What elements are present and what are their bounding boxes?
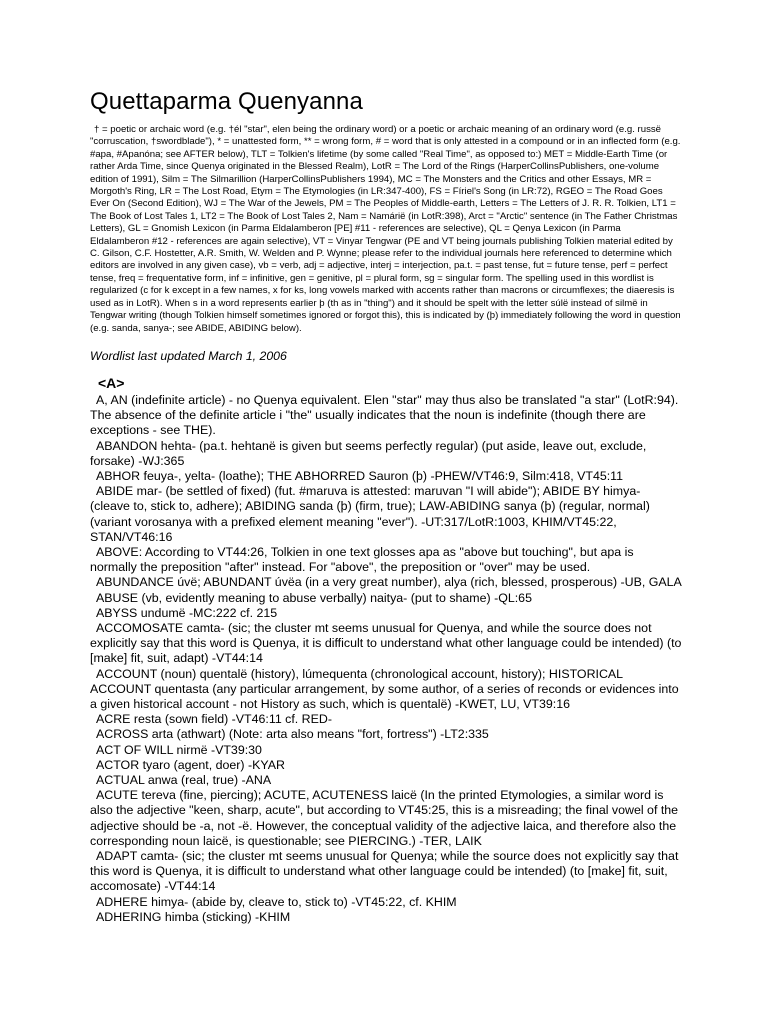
entry-head: ADHERE [96, 894, 148, 909]
entry-head: ACCOMOSATE [96, 620, 184, 635]
wordlist-entry [90, 788, 682, 849]
wordlist-entry [90, 469, 682, 484]
abbreviations-paragraph: † = poetic or archaic word (e.g. †él "star", elen being the ordinary word) or a poetic or archaic meaning of an ordinary word (e.g. russë "corruscation, †swordblade"), * = unattested form, ** = wrong form, # = word that is only attested in a compound or in an inflected form (e.g. #apa, #Apanóna; see AFTER below), TLT = Tolkien's lifetime (by some called "Real Time", as opposed to:) MET = Middle-Earth Time (or rather Arda Time, since Quenya originated in the Blessed Realm), LotR = The Lord of the Rings (HarperCollinsPublishers, one-volume edition of 1991), Silm = The Silmarillion (HarperCollinsPublishers 1994), MC = The Monsters and the Critics and other Essays, MR = Morgoth's Ring, LR = The Lost Road, Etym = The Etymologies (in LR:347-400), FS = Fíriel's Song (in LR:72), RGEO = The Road Goes Ever On (Second Edition), WJ = The War of the Jewels, PM = The Peoples of Middle-earth, Letters = The Letters of J. R. R. Tolkien, LT1 = The Book of Lost Tales 1, LT2 = The Book of Lost Tales 2, Nam = Namárië (in LotR:398), Arct = "Arctic" sentence (in The Father Christmas Letters), GL = Gnomish Lexicon (in Parma Eldalamberon [PE] #11 - references are selective), QL = Qenya Lexicon (in Parma Eldalamberon #12 - references are again selective), VT = Vinyar Tengwar (PE and VT being journals publishing Tolkien material edited by C. Gilson, C.F. Hostetter, A.R. Smith, W. Welden and P. Wynne; please refer to the individual journals here referenced to determine which editors are involved in any given case), vb = verb, adj = adjective, interj = interjection, pa.t. = past tense, fut = future tense, perf = perfect tense, freq = frequentative form, inf = infinitive, gen = genitive, pl = plural form, sg = singular form. The spelling used in this wordlist is regularized (c for k except in a few names, x for ks, long vowels marked with accents rather than macrons or circumflexes; the diaeresis is used as in LotR). When s in a word represents earlier þ (th as in "thing") and it should be spelt with the letter súlë instead of silmë in Tengwar writing (though Tolkien himself sometimes ignored or forgot this), this is indicated by (þ) immediately following the word in question (e.g. sanda, sanya-; see ABIDE, ABIDING below). [90, 124, 681, 334]
entry-body: (noun) quentalë (history), lúmequenta (chronological account, history); HISTORICAL ACCOUNT quentasta (any particular arrangement, by some author, of a series of reconds or evidences into a given historical account - not History as such, which is quentalë) -KWET, LU, VT39:16 [90, 666, 679, 711]
wordlist-entry [90, 743, 682, 758]
wordlist-entry [90, 439, 682, 469]
wordlist [90, 393, 682, 925]
entry-head: ACT OF WILL [96, 742, 174, 757]
wordlist-entry [90, 758, 682, 773]
entry-head: ACCOUNT [96, 666, 158, 681]
entry-head: ABHOR [96, 468, 141, 483]
wordlist-entry [90, 484, 682, 545]
document-page [90, 88, 682, 925]
entry-body: himba (sticking) -KHIM [161, 909, 291, 924]
entry-body: mar- (be settled of fixed) (fut. #maruva is attested: maruvan "I will abide"); ABIDE BY himya- (cleave to, stick to, adhere); ABIDING sanda (þ) (firm, true); LAW-ABIDING sanya (þ) (regular, normal) (variant vorosanya with a prefixed element meaning "ever"). -UT:317/LotR:1003, KHIM/VT45:22, STAN/VT46:16 [90, 484, 650, 544]
entry-body: (indefinite article) - no Quenya equivalent. Elen "star" may thus also be translated "a star" (LotR:94). The absence of the definite article i "the" usually indicates that the noun is indefinite (though there are exceptions - see THE). [90, 392, 679, 438]
entry-head: ADAPT [96, 849, 138, 863]
entry-head: ACTUAL [96, 772, 145, 787]
entry-body: tereva (fine, piercing); ACUTE, ACUTENESS laicë (In the printed Etymologies, a similar word is also the adjective "keen, sharp, acute", but according to VT45:25, this is a misreading; the final vowel of the adjective should be -a, not -ë. However, the conceptual validity of the adjective laica, and therefore also the corresponding noun laicë, is questionable; see PIERCING.) -TER, LAIK [90, 788, 679, 848]
wordlist-entry [90, 393, 682, 439]
page-title: Quettaparma Quenyanna [90, 88, 363, 115]
wordlist-entry [90, 545, 682, 575]
wordlist-entry [90, 849, 682, 895]
entry-head: ACROSS [96, 727, 149, 742]
entry-head: ABOVE [96, 544, 139, 559]
wordlist-entry [90, 591, 682, 606]
entry-head: ABIDE [96, 484, 134, 499]
entry-body: tyaro (agent, doer) -KYAR [139, 757, 285, 772]
wordlist-entry [90, 575, 682, 590]
entry-body: : According to VT44:26, Tolkien in one text glosses apa as "above but touching", but apa is normally the preposition "after" instead. For "above", the preposition or "over" may be used. [90, 544, 634, 575]
letter-heading: <A> [98, 374, 125, 391]
entry-head: ABUNDANCE [96, 575, 174, 590]
wordlist-entry [90, 606, 682, 621]
entry-body: camta- (sic; the cluster mt seems unusual for Quenya, and while the source does not explicitly say that this word is Quenya, it is difficult to understand what other language could be intended) (to [make] fit, suit, adapt) -VT44:14 [90, 620, 682, 666]
entry-body: úvë; ABUNDANT úvëa (in a very great number), alya (rich, blessed, prosperous) -UB, GALA [173, 575, 682, 590]
entry-head: A, AN [96, 392, 128, 407]
entry-body: anwa (real, true) -ANA [144, 772, 272, 787]
wordlist-entry [90, 712, 682, 727]
wordlist-entry [90, 895, 682, 910]
entry-head: ABUSE [96, 590, 139, 605]
wordlist-entry [90, 621, 682, 667]
entry-body: (vb, evidently meaning to abuse verbally) naitya- (put to shame) -QL:65 [138, 590, 532, 605]
entry-body: hehta- (pa.t. hehtanë is given but seems perfectly regular) (put aside, leave out, exclude, forsake) -WJ:365 [90, 438, 647, 468]
entry-body: himya- (abide by, cleave to, stick to) -VT45:22, cf. KHIM [147, 894, 457, 909]
wordlist-entry [90, 773, 682, 788]
wordlist-entry [90, 667, 682, 713]
entry-body: undumë -MC:222 cf. 215 [137, 605, 278, 620]
wordlist-entry [90, 727, 682, 742]
entry-body: feuya-, yelta- (loathe); THE ABHORRED Sauron (þ) -PHEW/VT46:9, Silm:418, VT45:11 [140, 468, 624, 483]
entry-head: ACTOR [96, 757, 140, 772]
entry-head: ADHERING [96, 909, 162, 924]
entry-body: arta (athwart) (Note: arta also means "fort, fortress") -LT2:335 [148, 727, 489, 742]
entry-head: ABYSS [96, 605, 138, 620]
last-updated: Wordlist last updated March 1, 2006 [90, 348, 287, 363]
entry-head: ABANDON [96, 438, 158, 453]
wordlist-entry [90, 910, 682, 925]
entry-body: resta (sown field) -VT46:11 cf. RED- [130, 712, 332, 727]
entry-body: nirmë -VT39:30 [173, 742, 262, 757]
entry-body: camta- (sic; the cluster mt seems unusual for Quenya; while the source does not explicitly say that this word is Quenya, it is difficult to understand what other language could be intended) (to [make] fit, suit, accomosate) -VT44:14 [90, 849, 679, 894]
entry-head: ACRE [96, 712, 131, 727]
entry-head: ACUTE [96, 788, 138, 803]
